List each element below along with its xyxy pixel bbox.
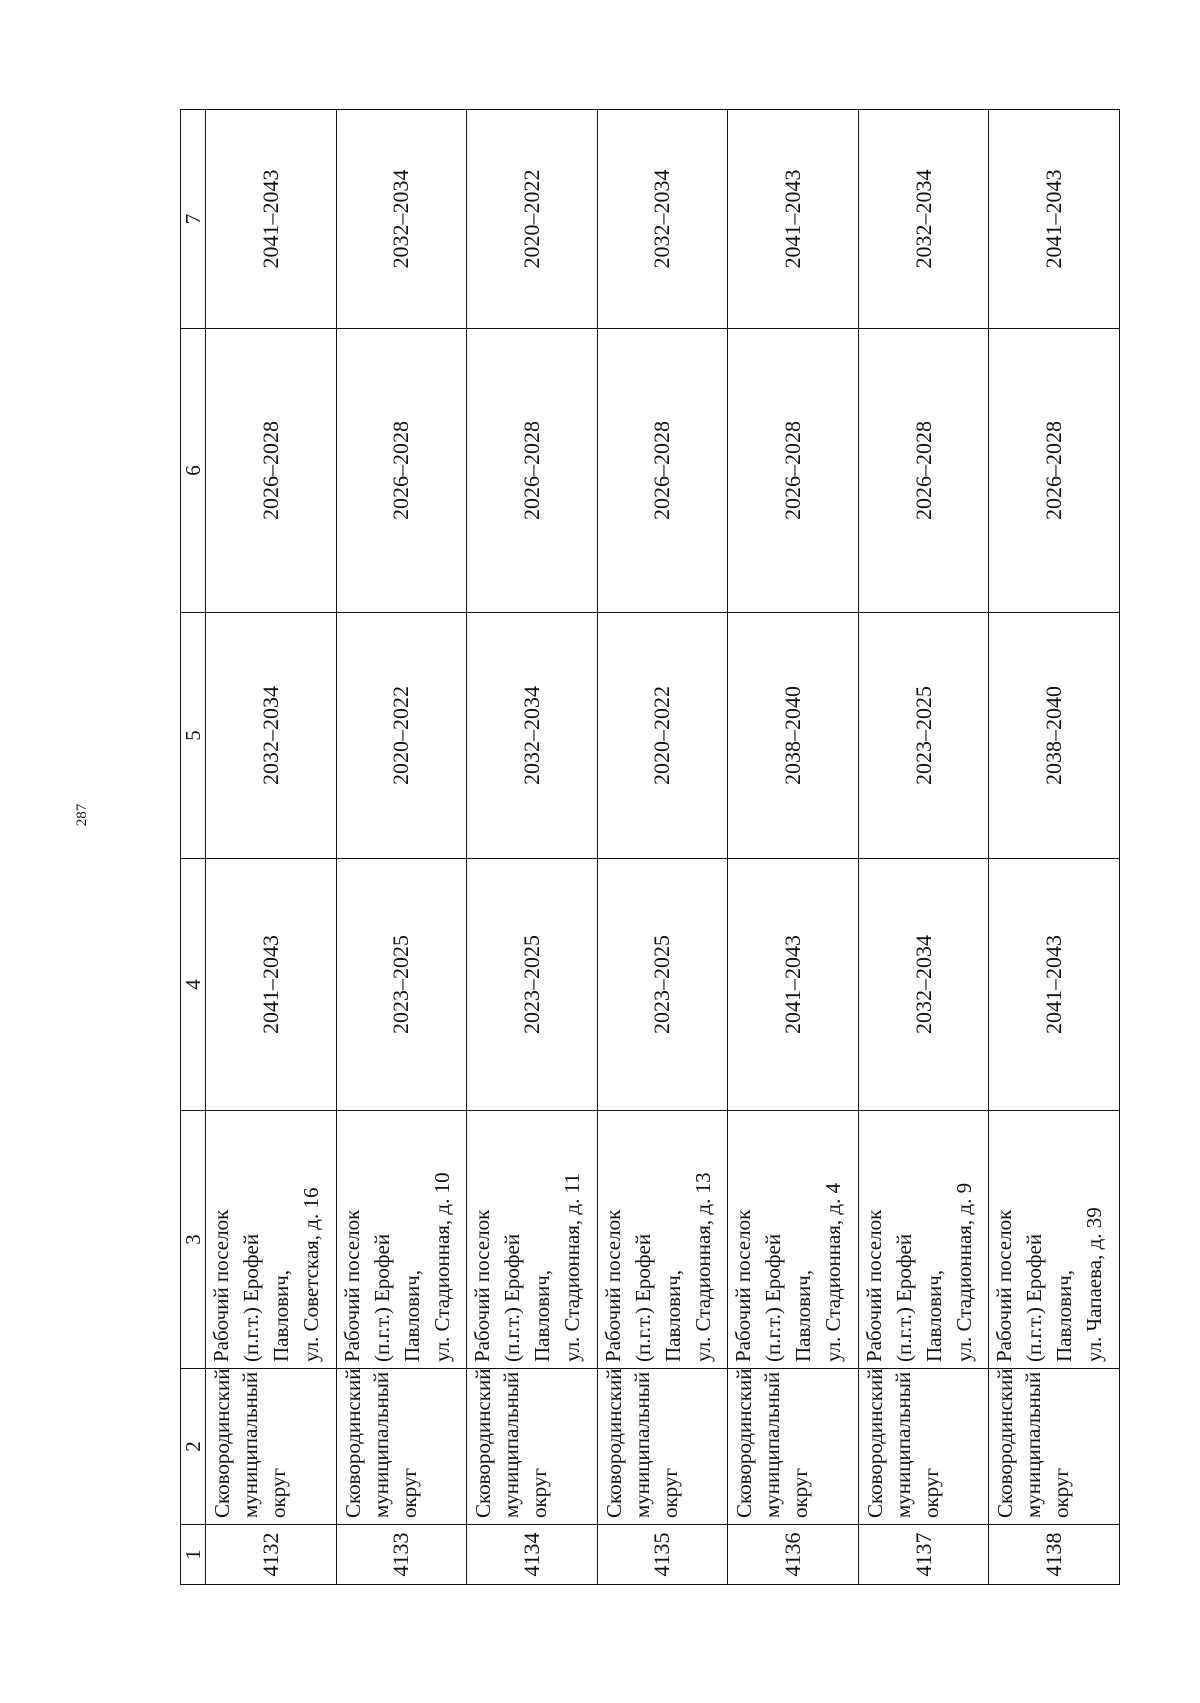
address-cell xyxy=(989,1111,1120,1369)
address-cell xyxy=(728,1111,859,1369)
address-line: ул. Чапаева, д. 39 xyxy=(1082,1207,1107,1362)
period-col-5: 2023–2025 xyxy=(858,613,989,859)
header-col-2: 2 xyxy=(181,1369,206,1525)
address-line: (п.г.т.) Ерофей xyxy=(630,1233,655,1362)
district-cell xyxy=(467,1369,598,1525)
district-line: округ xyxy=(266,1467,290,1518)
table-row xyxy=(728,110,859,1585)
period-col-6: 2026–2028 xyxy=(989,329,1120,613)
period-col-5: 2038–2040 xyxy=(728,613,859,859)
row-id: 4135 xyxy=(597,1525,728,1585)
district-line: муниципальный xyxy=(760,1371,785,1518)
address-line: Рабочий поселок xyxy=(731,1209,756,1362)
district-cell xyxy=(858,1369,989,1525)
period-col-5: 2032–2034 xyxy=(467,613,598,859)
table-row xyxy=(989,110,1120,1585)
row-id: 4138 xyxy=(989,1525,1120,1585)
period-col-6: 2026–2028 xyxy=(858,329,989,613)
address-line: Рабочий поселок xyxy=(339,1209,364,1362)
address-line: Павлович, xyxy=(660,1269,685,1362)
header-col-6: 6 xyxy=(181,329,206,613)
period-col-4: 2023–2025 xyxy=(467,859,598,1111)
row-id: 4136 xyxy=(728,1525,859,1585)
district-line: округ xyxy=(1049,1467,1074,1518)
period-col-6: 2026–2028 xyxy=(597,329,728,613)
period-col-7: 2041–2043 xyxy=(728,110,859,329)
district-line: муниципальный xyxy=(499,1371,524,1518)
page-number: 287 xyxy=(74,803,90,827)
period-col-7: 2020–2022 xyxy=(467,110,598,329)
district-line: Сковородинский xyxy=(601,1368,626,1518)
address-line: ул. Стадионная, д. 13 xyxy=(690,1172,715,1362)
table-row xyxy=(206,110,337,1585)
period-col-5: 2032–2034 xyxy=(206,613,337,859)
address-line: Павлович, xyxy=(921,1269,946,1362)
district-line: муниципальный xyxy=(1021,1371,1046,1518)
address-line: Рабочий поселок xyxy=(600,1209,625,1362)
address-cell xyxy=(206,1111,337,1369)
district-line: Сковородинский xyxy=(340,1368,365,1518)
district-line: Сковородинский xyxy=(993,1368,1018,1518)
district-cell xyxy=(336,1369,467,1525)
period-col-7: 2032–2034 xyxy=(336,110,467,329)
address-line: Павлович, xyxy=(1052,1269,1077,1362)
row-id: 4133 xyxy=(336,1525,467,1585)
district-cell xyxy=(989,1369,1120,1525)
header-col-5: 5 xyxy=(181,613,206,859)
row-id: 4132 xyxy=(206,1525,337,1585)
district-line: округ xyxy=(788,1467,813,1518)
period-col-7: 2041–2043 xyxy=(989,110,1120,329)
address-line: Рабочий поселок xyxy=(209,1209,233,1362)
address-line: (п.г.т.) Ерофей xyxy=(239,1233,263,1362)
address-cell xyxy=(336,1111,467,1369)
period-col-4: 2023–2025 xyxy=(597,859,728,1111)
district-line: округ xyxy=(918,1467,943,1518)
address-line: ул. Стадионная, д. 10 xyxy=(429,1172,454,1362)
header-col-7: 7 xyxy=(181,110,206,329)
address-line: Рабочий поселок xyxy=(861,1209,886,1362)
district-line: Сковородинский xyxy=(210,1368,234,1518)
header-col-1: 1 xyxy=(181,1525,206,1585)
district-line: муниципальный xyxy=(890,1371,915,1518)
address-line: ул. Стадионная, д. 9 xyxy=(951,1182,976,1362)
table-row xyxy=(467,110,598,1585)
period-col-5: 2020–2022 xyxy=(336,613,467,859)
address-line: Павлович, xyxy=(530,1269,555,1362)
district-line: округ xyxy=(527,1467,552,1518)
period-col-6: 2026–2028 xyxy=(206,329,337,613)
period-col-4: 2041–2043 xyxy=(206,859,337,1111)
address-cell xyxy=(467,1111,598,1369)
period-col-5: 2020–2022 xyxy=(597,613,728,859)
district-line: Сковородинский xyxy=(732,1368,757,1518)
district-cell xyxy=(597,1369,728,1525)
address-line: Рабочий поселок xyxy=(470,1209,495,1362)
address-line: (п.г.т.) Ерофей xyxy=(500,1233,525,1362)
address-line: Павлович, xyxy=(791,1269,816,1362)
address-line: Рабочий поселок xyxy=(992,1209,1017,1362)
period-col-5: 2038–2040 xyxy=(989,613,1120,859)
period-col-4: 2023–2025 xyxy=(336,859,467,1111)
rotated-table-container xyxy=(180,110,1120,1585)
period-col-7: 2041–2043 xyxy=(206,110,337,329)
period-col-6: 2026–2028 xyxy=(336,329,467,613)
district-line: округ xyxy=(396,1467,421,1518)
district-cell xyxy=(206,1369,337,1525)
row-id: 4137 xyxy=(858,1525,989,1585)
address-line: (п.г.т.) Ерофей xyxy=(891,1233,916,1362)
table-row xyxy=(597,110,728,1585)
period-col-4: 2041–2043 xyxy=(728,859,859,1111)
address-line: (п.г.т.) Ерофей xyxy=(761,1233,786,1362)
address-cell xyxy=(597,1111,728,1369)
period-col-4: 2032–2034 xyxy=(858,859,989,1111)
address-line: (п.г.т.) Ерофей xyxy=(1022,1233,1047,1362)
district-line: муниципальный xyxy=(238,1371,262,1518)
address-line: (п.г.т.) Ерофей xyxy=(369,1233,394,1362)
header-col-3: 3 xyxy=(181,1111,206,1369)
district-cell xyxy=(728,1369,859,1525)
address-line: ул. Советская, д. 16 xyxy=(299,1187,323,1362)
address-line: ул. Стадионная, д. 11 xyxy=(560,1173,585,1362)
district-line: муниципальный xyxy=(629,1371,654,1518)
header-row xyxy=(181,110,206,1585)
district-line: муниципальный xyxy=(368,1371,393,1518)
header-col-4: 4 xyxy=(181,859,206,1111)
table-row xyxy=(336,110,467,1585)
address-line: ул. Стадионная, д. 4 xyxy=(821,1182,846,1362)
period-col-7: 2032–2034 xyxy=(597,110,728,329)
address-line: Павлович, xyxy=(399,1269,424,1362)
row-id: 4134 xyxy=(467,1525,598,1585)
period-col-6: 2026–2028 xyxy=(728,329,859,613)
district-line: округ xyxy=(657,1467,682,1518)
period-col-6: 2026–2028 xyxy=(467,329,598,613)
address-line: Павлович, xyxy=(269,1269,293,1362)
district-line: Сковородинский xyxy=(862,1368,887,1518)
table-row xyxy=(858,110,989,1585)
address-cell xyxy=(858,1111,989,1369)
data-table xyxy=(180,109,1120,1585)
district-line: Сковородинский xyxy=(471,1368,496,1518)
period-col-4: 2041–2043 xyxy=(989,859,1120,1111)
period-col-7: 2032–2034 xyxy=(858,110,989,329)
